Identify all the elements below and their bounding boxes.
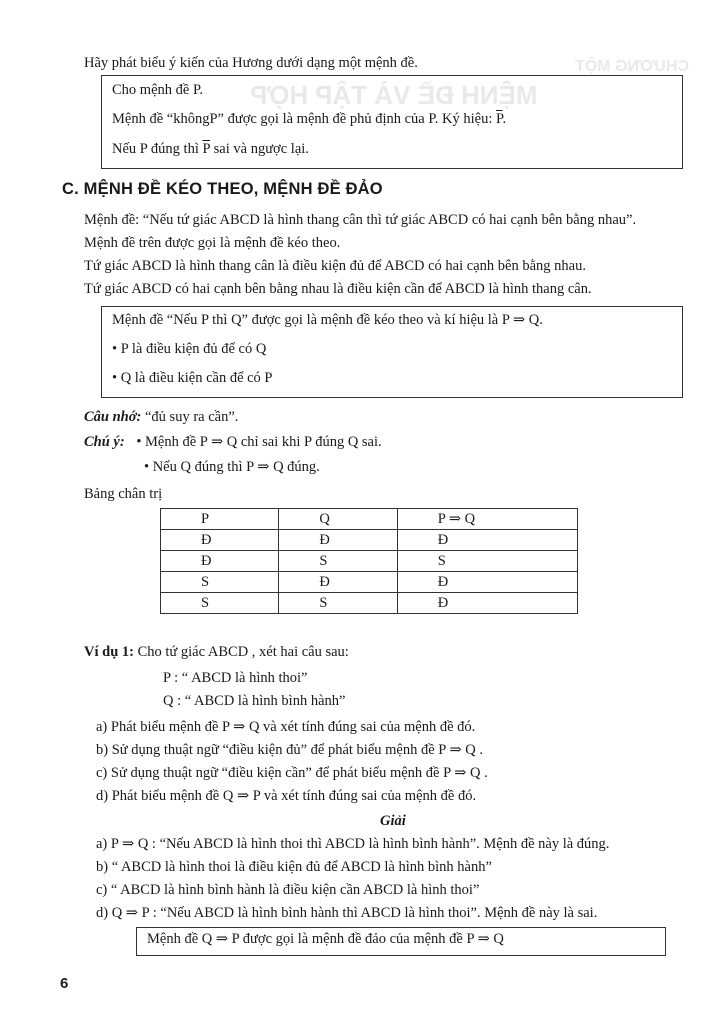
example-p-statement: P : “ ABCD là hình thoi” [163, 670, 308, 686]
solution-label: Giải [380, 813, 406, 829]
example-1-intro [84, 642, 349, 662]
table-cell: Đ [397, 593, 577, 614]
section-c-para-1: Mệnh đề: “Nếu tứ giác ABCD là hình thang cân thì tứ giác ABCD có hai cạnh bên bằng nhau”. [84, 212, 637, 228]
table-cell: Đ [397, 530, 577, 551]
table-row [161, 593, 578, 614]
table-cell: Đ [161, 530, 279, 551]
example-question-a: a) Phát biểu mệnh đề P ⇒ Q và xét tính đúng sai của mệnh đề đó. [96, 719, 476, 735]
example-1-text: Cho tứ giác ABCD , xét hai câu sau: [137, 644, 349, 660]
table-cell: Đ [279, 530, 397, 551]
truth-header-p: P [161, 509, 279, 530]
note-label: Chú ý: [84, 434, 125, 450]
table-row [161, 530, 578, 551]
table-cell: S [279, 551, 397, 572]
table-cell: S [161, 593, 279, 614]
truth-table [160, 508, 578, 614]
remember-label: Câu nhớ: [84, 409, 142, 425]
implication-bullet-2: • Q là điều kiện cần để có P [112, 370, 273, 386]
note-line-1 [84, 432, 382, 452]
bleed-through-title: MỆNH ĐỀ VÀ TẬP HỢP [250, 80, 538, 110]
note-line-2: • Nếu Q đúng thì P ⇒ Q đúng. [144, 459, 320, 475]
section-c-para-2: Mệnh đề trên được gọi là mệnh đề kéo theo. [84, 235, 341, 251]
truth-table-caption: Bảng chân trị [84, 486, 163, 502]
table-cell: Đ [279, 572, 397, 593]
table-cell: S [279, 593, 397, 614]
table-row [161, 572, 578, 593]
truth-table-header-row [161, 509, 578, 530]
example-question-c: c) Sử dụng thuật ngữ “điều kiện cần” để phát biểu mệnh đề P ⇒ Q . [96, 765, 488, 781]
remember-line [84, 407, 238, 427]
implication-line-1: Mệnh đề “Nếu P thì Q” được gọi là mệnh đề kéo theo và kí hiệu là P ⇒ Q. [112, 312, 543, 328]
table-cell: S [161, 572, 279, 593]
negation-line-3: Nếu P đúng thì $\overline{P}$ sai và ngược lại. [112, 141, 309, 157]
page-number: 6 [60, 975, 69, 992]
table-cell: S [397, 551, 577, 572]
intro-line: Hãy phát biểu ý kiến của Hương dưới dạng một mệnh đề. [84, 55, 418, 71]
table-cell: Đ [397, 572, 577, 593]
solution-d: d) Q ⇒ P : “Nếu ABCD là hình bình hành thì ABCD là hình thoi”. Mệnh đề này là sai. [96, 905, 598, 921]
example-question-b: b) Sử dụng thuật ngữ “điều kiện đủ” để phát biểu mệnh đề P ⇒ Q . [96, 742, 483, 758]
negation-line-2: Mệnh đề “khôngP” được gọi là mệnh đề phủ định của P. Ký hiệu: $\overline{P}$. [112, 111, 507, 127]
section-c-para-4: Tứ giác ABCD có hai cạnh bên bằng nhau là điều kiện cần để ABCD là hình thang cân. [84, 281, 592, 297]
p-bar-symbol: $\overline{P}$ [496, 111, 503, 127]
converse-definition-box [136, 927, 666, 956]
example-question-d: d) Phát biểu mệnh đề Q ⇒ P và xét tính đúng sai của mệnh đề đó. [96, 788, 477, 804]
table-cell: Đ [161, 551, 279, 572]
example-1-label: Ví dụ 1: [84, 644, 134, 660]
truth-header-q: Q [279, 509, 397, 530]
converse-text: Mệnh đề Q ⇒ P được gọi là mệnh đề đảo của mệnh đề P ⇒ Q [147, 931, 504, 947]
solution-b: b) “ ABCD là hình thoi là điều kiện đủ để ABCD là hình bình hành” [96, 859, 492, 875]
section-c-para-3: Tứ giác ABCD là hình thang cân là điều kiện đủ để ABCD có hai cạnh bên bằng nhau. [84, 258, 586, 274]
table-row [161, 551, 578, 572]
example-q-statement: Q : “ ABCD là hình bình hành” [163, 693, 346, 709]
negation-definition-box [101, 75, 683, 169]
bleed-through-chapter: CHƯƠNG MỘT [575, 58, 690, 75]
section-c-heading: C. MỆNH ĐỀ KÉO THEO, MỆNH ĐỀ ĐẢO [62, 180, 383, 198]
solution-a: a) P ⇒ Q : “Nếu ABCD là hình thoi thì ABCD là hình bình hành”. Mệnh đề này là đúng. [96, 836, 610, 852]
implication-definition-box [101, 306, 683, 398]
remember-text: “đủ suy ra cần”. [144, 409, 239, 425]
solution-c: c) “ ABCD là hình bình hành là điều kiện cần ABCD là hình thoi” [96, 882, 480, 898]
implication-bullet-1: • P là điều kiện đủ để có Q [112, 341, 267, 357]
negation-line-1: Cho mệnh đề P. [112, 82, 204, 98]
note-item-1: • Mệnh đề P ⇒ Q chỉ sai khi P đúng Q sai. [136, 434, 382, 450]
truth-header-pq: P ⇒ Q [397, 509, 577, 530]
p-bar-symbol-2: $\overline{P}$ [202, 141, 211, 157]
